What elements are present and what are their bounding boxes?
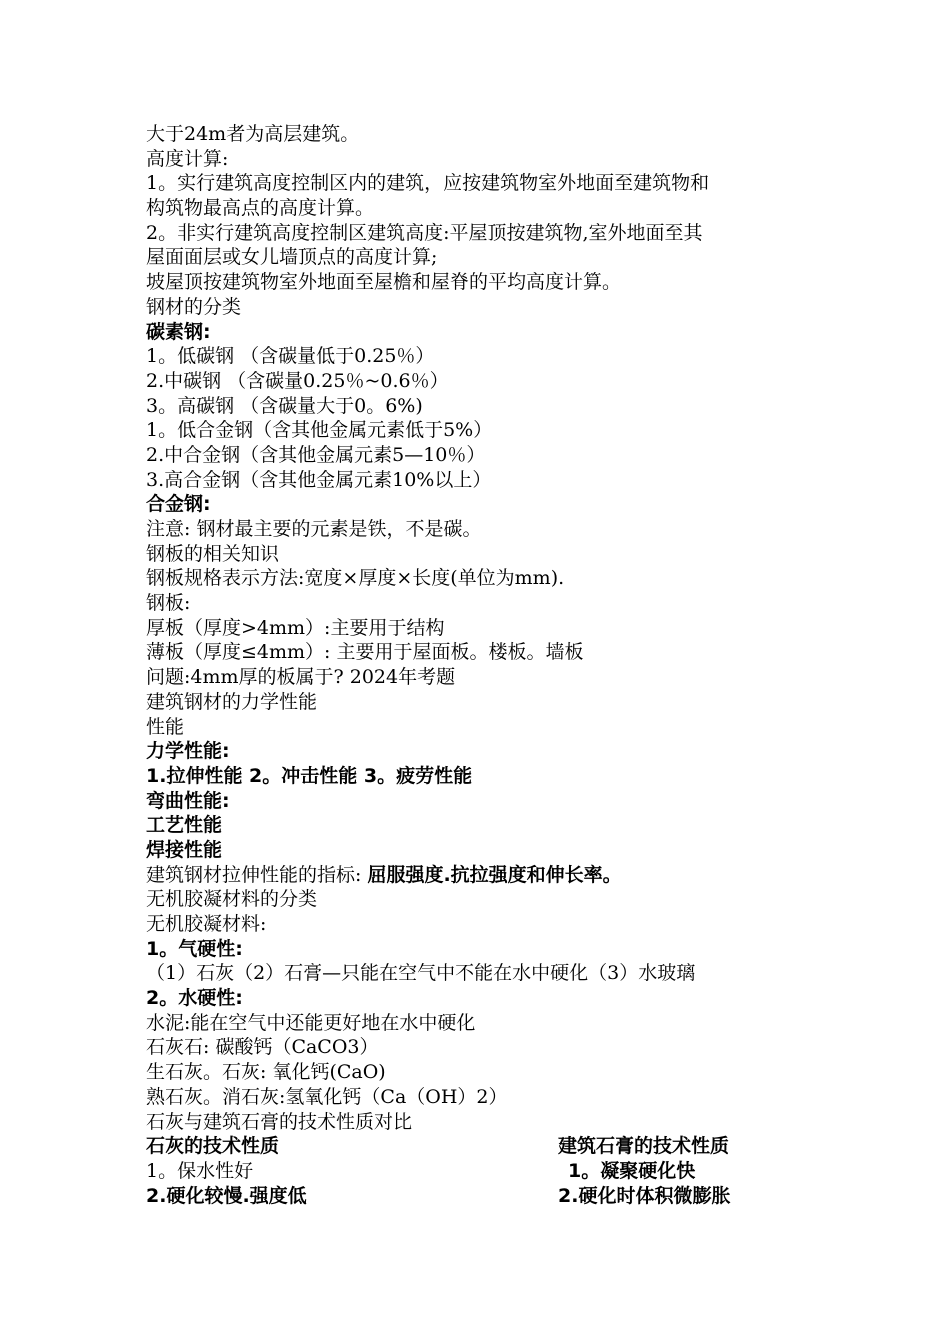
text-line: 2.中碳钢 （含碳量0.25％~0.6％） <box>146 369 449 392</box>
text-line: 2。非实行建筑高度控制区建筑高度:平屋顶按建筑物,室外地面至其 <box>146 221 703 244</box>
text-line: 无机胶凝材料的分类 <box>146 888 318 911</box>
text-line: 坡屋顶按建筑物室外地面至屋檐和屋脊的平均高度计算。 <box>146 271 622 294</box>
text-line: 2.中合金钢（含其他金属元素5—10％） <box>146 443 486 466</box>
tensile-indicators-label: 建筑钢材拉伸性能的指标: <box>146 863 368 886</box>
text-line: 钢板的相关知识 <box>146 542 280 565</box>
text-line: 钢板: <box>146 592 191 615</box>
gypsum-property-2: 2.硬化时体积微膨胀 <box>558 1184 731 1207</box>
text-line: 性能 <box>146 715 185 738</box>
section-heading: 弯曲性能: <box>146 789 230 812</box>
text-line: 薄板（厚度≤4mm）: 主要用于屋面板。楼板。墙板 <box>146 641 584 664</box>
tensile-indicators-line <box>146 863 826 888</box>
document-body <box>146 122 826 1208</box>
section-heading: 2。水硬性: <box>146 987 243 1010</box>
text-line: 生石灰。石灰: 氧化钙(CaO) <box>146 1061 386 1084</box>
text-line: 水泥:能在空气中还能更好地在水中硬化 <box>146 1011 476 1034</box>
comparison-header-row <box>146 1134 826 1159</box>
text-line: （1）石灰（2）石膏—只能在空气中不能在水中硬化（3）水玻璃 <box>146 962 696 985</box>
text-line: 3.高合金钢（含其他金属元素10%以上） <box>146 468 492 491</box>
text-line: 钢板规格表示方法:宽度×厚度×长度(单位为mm). <box>146 567 565 590</box>
comparison-row-1 <box>146 1159 826 1184</box>
text-line: 屋面面层或女儿墙顶点的高度计算; <box>146 246 438 269</box>
text-block-binders <box>146 887 826 1134</box>
text-line: 1。低合金钢（含其他金属元素低于5%） <box>146 419 493 442</box>
text-line: 3。高碳钢 （含碳量大于0。6%) <box>146 394 423 417</box>
comparison-row-2 <box>146 1184 826 1209</box>
text-line: 建筑钢材的力学性能 <box>146 690 318 713</box>
text-line: 高度计算: <box>146 147 229 170</box>
section-heading: 工艺性能 <box>146 814 223 837</box>
lime-property-1: 1。保水性好 <box>146 1159 254 1182</box>
text-line: 石灰与建筑石膏的技术性质对比 <box>146 1110 413 1133</box>
section-heading: 碳素钢: <box>146 320 211 343</box>
section-heading: 1。气硬性: <box>146 937 243 960</box>
section-heading: 焊接性能 <box>146 838 223 861</box>
text-line: 钢材的分类 <box>146 295 242 318</box>
text-line: 石灰石: 碳酸钙（CaCO3） <box>146 1036 379 1059</box>
tensile-indicators-value: 屈服强度.抗拉强度和伸长率。 <box>367 863 622 886</box>
section-heading: 合金钢: <box>146 493 211 516</box>
lime-properties-heading: 石灰的技术性质 <box>146 1135 280 1158</box>
text-line: 无机胶凝材料: <box>146 913 267 935</box>
text-line: 熟石灰。消石灰:氢氧化钙（Ca（OH）2） <box>146 1085 508 1108</box>
text-block-building-steel <box>146 122 826 863</box>
lime-property-2: 2.硬化较慢.强度低 <box>146 1184 307 1207</box>
text-line: 注意: 钢材最主要的元素是铁，不是碳。 <box>146 518 482 540</box>
text-line: 1。低碳钢 （含碳量低于0.25％） <box>146 345 435 368</box>
text-line: 构筑物最高点的高度计算。 <box>146 197 375 220</box>
text-line: 厚板（厚度>4mm）:主要用于结构 <box>146 616 445 639</box>
text-line: 问题:4mm厚的板属于? 2024年考题 <box>146 666 456 689</box>
section-heading: 力学性能: <box>146 740 230 763</box>
gypsum-properties-heading: 建筑石膏的技术性质 <box>558 1135 730 1158</box>
text-line: 大于24m者为高层建筑。 <box>146 123 360 145</box>
text-line: 1。实行建筑高度控制区内的建筑，应按建筑物室外地面至建筑物和 <box>146 172 710 195</box>
gypsum-property-1: 1。凝聚硬化快 <box>568 1159 696 1182</box>
section-heading: 1.拉伸性能 2。冲击性能 3。疲劳性能 <box>146 764 473 787</box>
